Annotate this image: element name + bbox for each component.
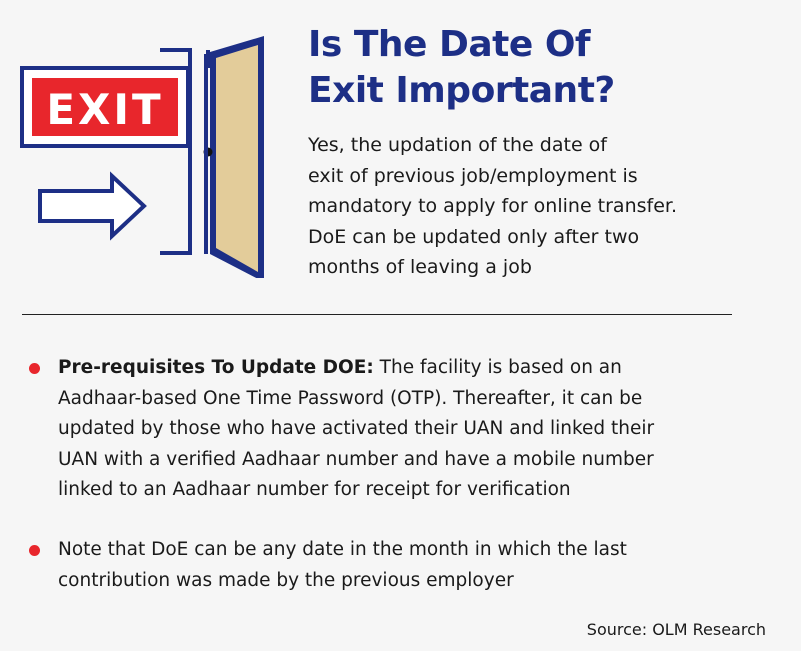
bullet-text: The facility is based on an — [373, 357, 622, 378]
bullet-line: contribution was made by the previous employer — [58, 569, 514, 591]
exit-door-illustration — [20, 28, 280, 278]
section-divider — [22, 314, 732, 315]
page-title — [308, 22, 768, 114]
intro-line: months of leaving a job — [308, 256, 532, 278]
title-line-2: Exit Important? — [308, 70, 615, 111]
bullet-line — [58, 353, 778, 384]
intro-line: exit of previous job/employment is — [308, 164, 638, 187]
exit-sign-text: EXIT — [46, 85, 164, 134]
bullet-dot-icon — [29, 545, 40, 556]
arrow-right-icon — [40, 176, 144, 236]
bullet-line: linked to an Aadhaar number for receipt for verification — [58, 479, 571, 500]
bullet-line: Note that DoE can be any date in the month in which the last — [58, 539, 627, 560]
door-panel — [216, 45, 258, 272]
intro-line: mandatory to apply for online transfer. — [308, 195, 677, 217]
bullet-line: updated by those who have activated their UAN and linked their — [58, 418, 655, 439]
source-credit: Source: OLM Research — [586, 620, 766, 639]
bullet-item-note — [58, 535, 778, 596]
intro-line: DoE can be updated only after two — [308, 225, 640, 248]
intro-line: Yes, the updation of the date of — [308, 134, 607, 156]
intro-paragraph — [308, 130, 778, 283]
bullet-item-prerequisites — [58, 353, 778, 506]
title-line-1: Is The Date Of — [308, 24, 591, 65]
bullet-heading: Pre-requisites To Update DOE: — [58, 357, 374, 378]
bullet-dot-icon — [29, 363, 40, 374]
bullet-line: Aadhaar-based One Time Password (OTP). Thereafter, it can be — [58, 387, 643, 409]
bullet-line: UAN with a verified Aadhaar number and have a mobile number — [58, 448, 654, 470]
